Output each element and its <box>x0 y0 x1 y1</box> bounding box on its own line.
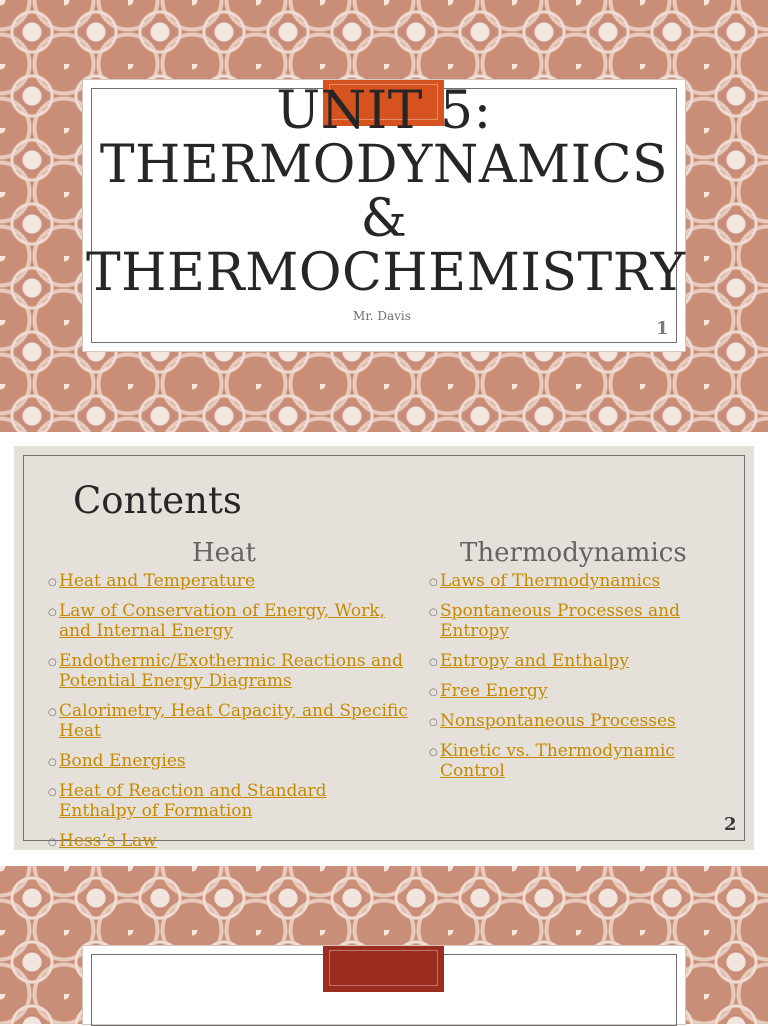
list-item <box>429 681 741 701</box>
slide2 <box>14 446 754 850</box>
list-item <box>429 651 741 671</box>
slide2-number: 2 <box>724 814 737 835</box>
ring-bullet-icon: ○ <box>429 657 438 668</box>
ring-bullet-icon: ○ <box>48 757 57 768</box>
topic-link[interactable]: Endothermic/Exothermic Reactions and Potential Energy Diagrams <box>59 651 403 691</box>
ring-bullet-icon: ○ <box>429 577 438 588</box>
list-item <box>429 741 741 781</box>
ring-bullet-icon: ○ <box>429 607 438 618</box>
heat-topic-list <box>48 571 408 850</box>
list-item <box>48 751 408 771</box>
topic-link[interactable]: Laws of Thermodynamics <box>440 571 661 591</box>
topic-link[interactable]: Bond Energies <box>59 751 186 771</box>
ring-bullet-icon: ○ <box>48 607 57 618</box>
topic-link[interactable]: Nonspontaneous Processes <box>440 711 676 731</box>
ring-bullet-icon: ○ <box>48 787 57 798</box>
slide1-number: 1 <box>656 318 669 339</box>
list-item <box>48 651 408 691</box>
topic-link[interactable]: Law of Conservation of Energy, Work, and Internal Energy <box>59 601 385 641</box>
list-item <box>429 571 741 591</box>
ring-bullet-icon: ○ <box>48 837 57 848</box>
topic-link[interactable]: Kinetic vs. Thermodynamic Control <box>440 741 675 781</box>
slide1-title: UNIT 5: THERMODYNAMICS & THERMOCHEMISTRY <box>86 81 686 303</box>
topic-link[interactable]: Entropy and Enthalpy <box>440 651 630 671</box>
slide3-accent-tab <box>323 946 444 992</box>
topic-link[interactable]: Heat of Reaction and Standard Enthalpy of Formation <box>59 781 327 821</box>
list-item <box>48 831 408 850</box>
ring-bullet-icon: ○ <box>429 747 438 758</box>
thermodynamics-column-heading: Thermodynamics <box>460 538 687 568</box>
slide1-subtitle: Mr. Davis <box>353 309 411 323</box>
ring-bullet-icon: ○ <box>48 577 57 588</box>
list-item <box>48 571 408 591</box>
ring-bullet-icon: ○ <box>429 687 438 698</box>
topic-link[interactable]: Calorimetry, Heat Capacity, and Specific Heat <box>59 701 408 741</box>
list-item <box>48 601 408 641</box>
ring-bullet-icon: ○ <box>48 657 57 668</box>
topic-link[interactable]: Spontaneous Processes and Entropy <box>440 601 680 641</box>
list-item <box>429 601 741 641</box>
contents-title: Contents <box>73 479 242 522</box>
topic-link[interactable]: Heat and Temperature <box>59 571 255 591</box>
list-item <box>48 701 408 741</box>
topic-link[interactable]: Free Energy <box>440 681 548 701</box>
thermodynamics-topic-list <box>429 571 741 791</box>
heat-column-heading: Heat <box>192 538 257 568</box>
topic-link[interactable]: Hess’s Law <box>59 831 157 850</box>
ring-bullet-icon: ○ <box>429 717 438 728</box>
list-item <box>429 711 741 731</box>
ring-bullet-icon: ○ <box>48 707 57 718</box>
list-item <box>48 781 408 821</box>
